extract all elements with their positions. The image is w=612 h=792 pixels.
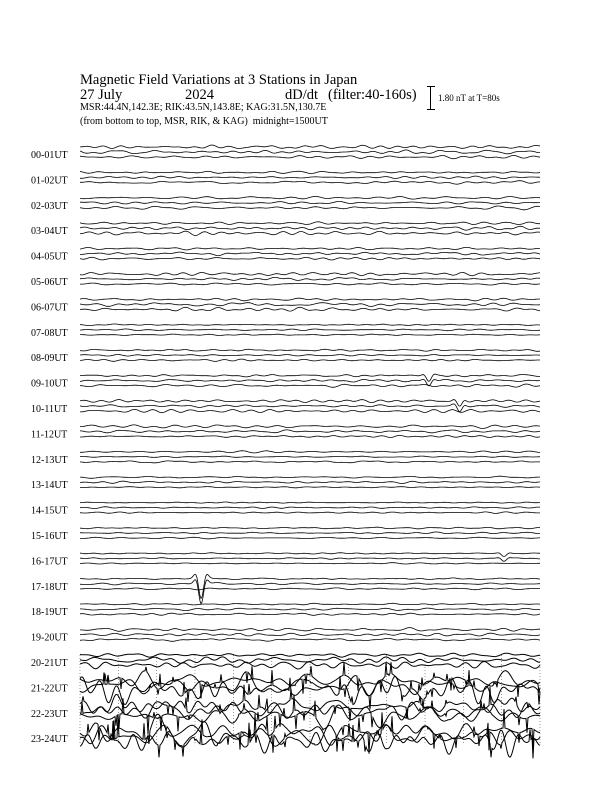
date-year: 2024 bbox=[185, 87, 214, 103]
trace-10-MSR bbox=[80, 409, 540, 412]
hour-label-23: 23-24UT bbox=[31, 734, 68, 746]
hour-label-14: 14-15UT bbox=[31, 505, 68, 517]
trace-14-RIK bbox=[80, 507, 540, 509]
trace-5-MSR bbox=[80, 283, 540, 285]
hour-label-1: 01-02UT bbox=[31, 175, 68, 187]
trace-3-KAG bbox=[80, 222, 540, 225]
trace-4-MSR bbox=[80, 257, 540, 260]
trace-3-MSR bbox=[80, 231, 540, 235]
trace-9-RIK bbox=[80, 379, 540, 385]
trace-17-KAG bbox=[80, 574, 540, 598]
trace-18-MSR bbox=[80, 613, 540, 615]
date-day: 27 July bbox=[80, 87, 123, 103]
trace-8-MSR bbox=[80, 359, 540, 361]
trace-14-KAG bbox=[80, 502, 540, 503]
trace-16-MSR bbox=[80, 563, 540, 564]
trace-12-RIK bbox=[80, 456, 540, 457]
trace-6-MSR bbox=[80, 307, 540, 311]
hour-label-11: 11-12UT bbox=[31, 429, 68, 441]
trace-15-RIK bbox=[80, 532, 540, 534]
trace-6-KAG bbox=[80, 298, 540, 301]
hour-label-19: 19-20UT bbox=[31, 632, 68, 644]
trace-18-RIK bbox=[80, 608, 540, 610]
station-coordinates: MSR:44.4N,142.3E; RIK:43.5N,143.8E; KAG:31.5N,130.7E bbox=[80, 102, 327, 113]
trace-16-RIK bbox=[80, 558, 540, 562]
trace-19-MSR bbox=[80, 638, 540, 641]
hour-label-22: 22-23UT bbox=[31, 708, 68, 720]
trace-7-KAG bbox=[80, 324, 540, 326]
trace-17-RIK bbox=[80, 580, 540, 604]
hour-label-17: 17-18UT bbox=[31, 581, 68, 593]
quantity-label: dD/dt bbox=[285, 87, 319, 103]
trace-12-MSR bbox=[80, 461, 540, 463]
hour-label-7: 07-08UT bbox=[31, 327, 68, 339]
hour-label-6: 06-07UT bbox=[31, 302, 68, 314]
trace-6-RIK bbox=[80, 303, 540, 307]
hour-label-8: 08-09UT bbox=[31, 353, 68, 365]
trace-11-MSR bbox=[80, 435, 540, 437]
trace-19-KAG bbox=[80, 628, 540, 632]
trace-2-RIK bbox=[80, 201, 540, 204]
trace-11-RIK bbox=[80, 430, 540, 433]
trace-15-MSR bbox=[80, 537, 540, 539]
trace-15-KAG bbox=[80, 527, 540, 529]
hour-label-3: 03-04UT bbox=[31, 226, 68, 238]
hour-label-0: 00-01UT bbox=[31, 150, 68, 161]
trace-7-RIK bbox=[80, 329, 540, 331]
trace-7-MSR bbox=[80, 334, 540, 335]
hour-label-20: 20-21UT bbox=[31, 658, 68, 669]
hour-label-2: 02-03UT bbox=[31, 200, 68, 212]
hour-label-13: 13-14UT bbox=[31, 480, 68, 492]
hour-label-5: 05-06UT bbox=[31, 277, 68, 288]
hour-label-16: 16-17UT bbox=[31, 556, 68, 568]
trace-18-KAG bbox=[80, 603, 540, 605]
trace-0-RIK bbox=[80, 150, 540, 154]
trace-4-KAG bbox=[80, 247, 540, 250]
hour-label-18: 18-19UT bbox=[31, 607, 68, 619]
trace-3-RIK bbox=[80, 226, 540, 230]
scale-label: 1.80 nT at T=80s bbox=[438, 93, 500, 103]
trace-9-MSR bbox=[80, 384, 540, 387]
trace-8-RIK bbox=[80, 354, 540, 356]
hour-label-9: 09-10UT bbox=[31, 378, 68, 390]
trace-13-RIK bbox=[80, 481, 540, 483]
chart-title: Magnetic Field Variations at 3 Stations in Japan bbox=[80, 72, 358, 88]
hour-label-4: 04-05UT bbox=[31, 251, 68, 263]
trace-0-MSR bbox=[80, 155, 540, 158]
trace-2-MSR bbox=[80, 206, 540, 210]
hour-label-12: 12-13UT bbox=[31, 454, 68, 466]
trace-1-RIK bbox=[80, 176, 540, 179]
trace-11-KAG bbox=[80, 425, 540, 429]
trace-19-RIK bbox=[80, 633, 540, 636]
hour-label-10: 10-11UT bbox=[31, 404, 68, 415]
trace-13-KAG bbox=[80, 476, 540, 478]
station-order-note: (from bottom to top, MSR, RIK, & KAG) midnight=1500UT bbox=[80, 116, 328, 127]
trace-5-RIK bbox=[80, 277, 540, 280]
trace-1-KAG bbox=[80, 171, 540, 173]
hour-label-21: 21-22UT bbox=[31, 683, 68, 695]
trace-1-MSR bbox=[80, 181, 540, 185]
trace-16-KAG bbox=[80, 553, 540, 557]
hour-label-15: 15-16UT bbox=[31, 531, 68, 542]
filter-label: (filter:40-160s) bbox=[328, 87, 417, 103]
trace-12-KAG bbox=[80, 451, 540, 453]
trace-17-MSR bbox=[80, 588, 540, 590]
trace-13-MSR bbox=[80, 487, 540, 488]
trace-4-RIK bbox=[80, 252, 540, 256]
trace-0-KAG bbox=[80, 145, 540, 148]
trace-5-KAG bbox=[80, 273, 540, 276]
trace-14-MSR bbox=[80, 512, 540, 514]
trace-2-KAG bbox=[80, 196, 540, 199]
trace-8-KAG bbox=[80, 349, 540, 351]
